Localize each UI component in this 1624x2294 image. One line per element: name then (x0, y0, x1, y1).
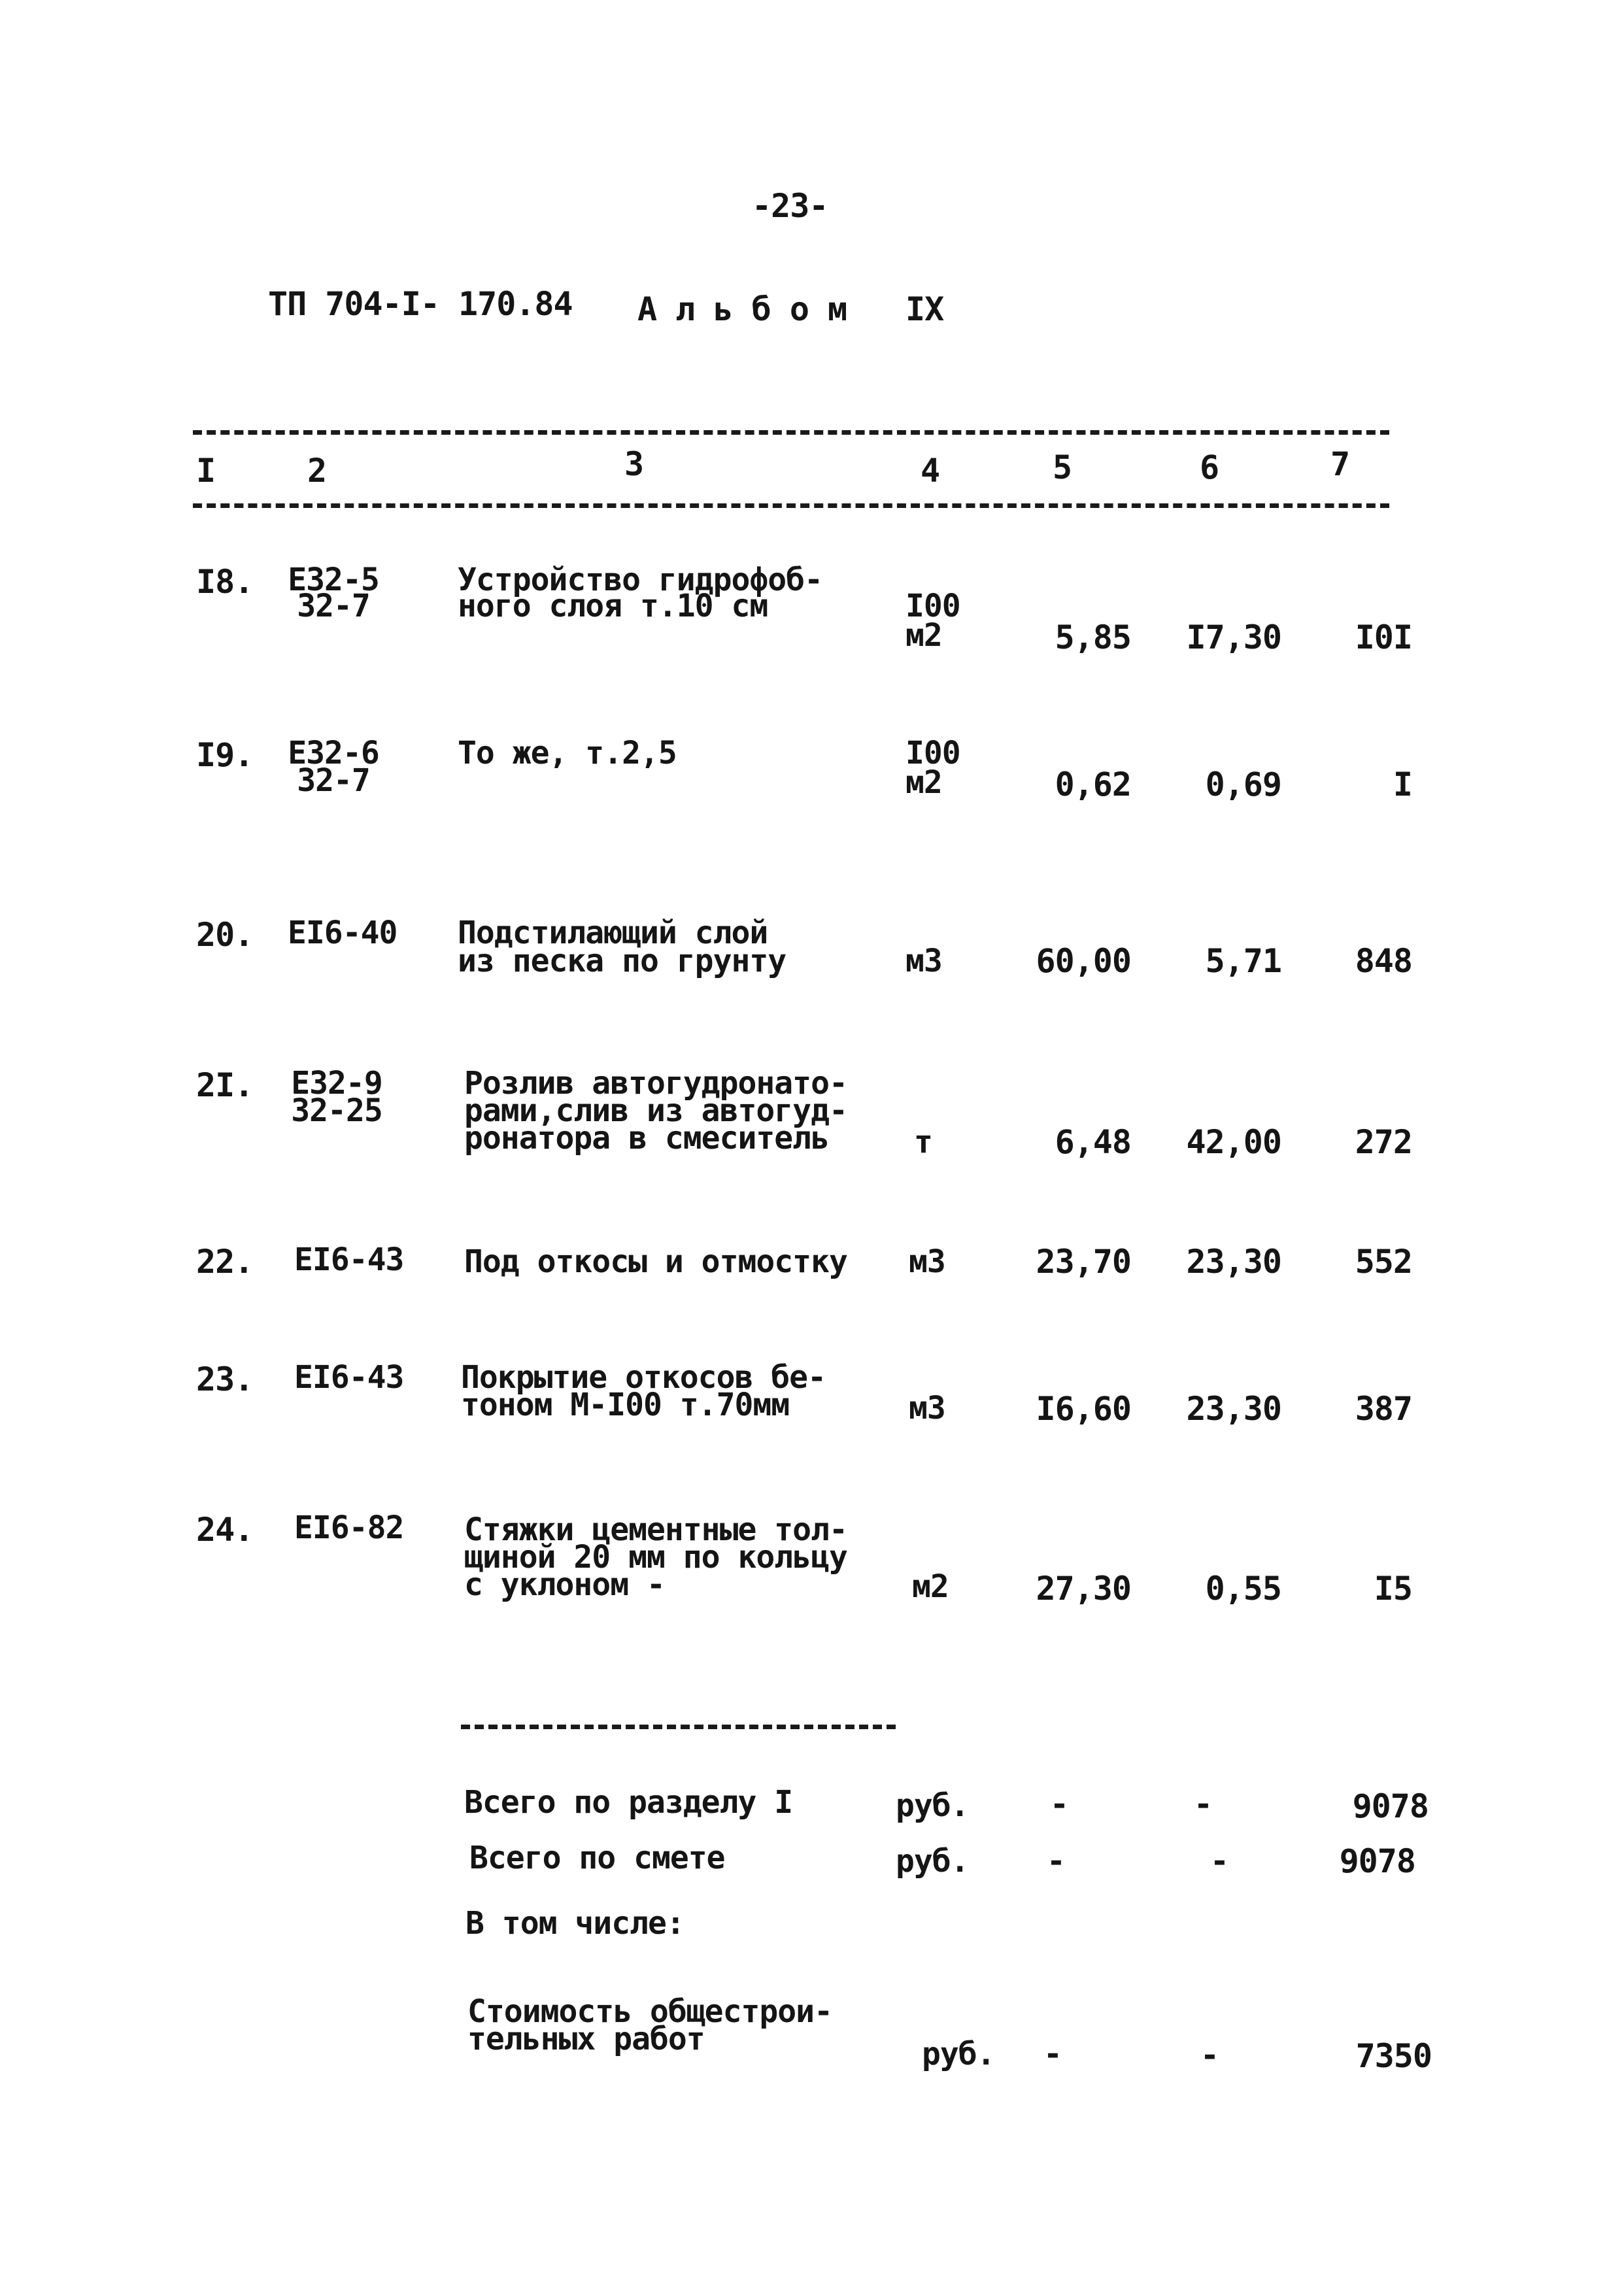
row-description: рами,слив из автогуд- (464, 1092, 847, 1129)
row-unit: м3 (909, 1390, 945, 1426)
row-unit: I00 (905, 588, 960, 624)
row-value-col5: 5,85 (1055, 618, 1131, 656)
row-value-col7: I0I (1355, 618, 1412, 656)
row-value-col5: 6,48 (1055, 1123, 1131, 1161)
row-value-col6: 0,69 (1205, 766, 1281, 803)
album-number: IX (905, 290, 944, 328)
header-top-rule (193, 430, 1389, 435)
totals-value-col6: - (1194, 1786, 1212, 1823)
totals-label: Всего по разделу I (464, 1784, 793, 1821)
row-description: из песка по грунту (458, 943, 787, 979)
row-description: Под откосы и отмостку (464, 1243, 847, 1280)
totals-value-col6: - (1200, 2037, 1219, 2074)
totals-unit: руб. (896, 1787, 969, 1824)
row-description: ронатора в смеситель (464, 1120, 829, 1156)
totals-value-col7: 7350 (1355, 2037, 1432, 2075)
row-description: Подстилающий слой (458, 915, 768, 951)
row-value-col7: 552 (1355, 1243, 1412, 1281)
column-header-6: 6 (1200, 448, 1219, 486)
row-value-col6: 23,30 (1186, 1243, 1281, 1281)
subtotal-heading: В том числе: (465, 1905, 685, 1942)
row-value-col6: I7,30 (1186, 618, 1281, 656)
totals-value-col5: - (1050, 1786, 1068, 1823)
row-value-col6: 42,00 (1186, 1123, 1281, 1161)
row-unit: т (914, 1124, 932, 1160)
row-value-col7: 387 (1355, 1390, 1412, 1428)
row-number: I8. (196, 563, 254, 601)
row-description: Стяжки цементные тол- (464, 1511, 847, 1548)
row-unit: I00 (905, 735, 960, 771)
row-code: Е32-6 (288, 735, 379, 771)
page-number: -23- (752, 187, 828, 225)
row-number: 22. (196, 1243, 254, 1281)
row-value-col5: 27,30 (1036, 1570, 1131, 1608)
row-number: 2I. (196, 1066, 254, 1104)
row-value-col7: 272 (1355, 1123, 1412, 1161)
row-code: 32-25 (291, 1092, 382, 1129)
row-number: 24. (196, 1511, 254, 1549)
row-description: Покрытие откосов бе- (461, 1359, 826, 1396)
totals-separator (461, 1725, 896, 1729)
column-header-5: 5 (1053, 448, 1072, 486)
doc-code: ТП 704-I- 170.84 (268, 285, 573, 323)
totals-label: Всего по смете (469, 1840, 725, 1876)
totals-value-col7: 9078 (1352, 1787, 1429, 1825)
row-value-col5: 60,00 (1036, 942, 1131, 980)
totals-label: Стоимость общестрои- (467, 1993, 832, 2030)
row-code: 32-7 (297, 588, 370, 624)
row-description: с уклоном - (464, 1566, 665, 1603)
column-header-7: 7 (1330, 445, 1350, 483)
row-value-col5: 0,62 (1055, 766, 1131, 803)
totals-unit: руб. (896, 1843, 969, 1880)
row-value-col5: I6,60 (1036, 1390, 1131, 1428)
totals-value-col6: - (1210, 1843, 1228, 1880)
row-description: тоном М-I00 т.70мм (461, 1387, 790, 1423)
totals-unit: руб. (922, 2036, 995, 2072)
row-value-col6: 5,71 (1205, 942, 1281, 980)
row-code: ЕI6-40 (288, 915, 398, 951)
row-number: 23. (196, 1360, 254, 1398)
row-value-col6: 23,30 (1186, 1390, 1281, 1428)
row-number: I9. (196, 736, 254, 774)
row-unit: м2 (905, 764, 942, 801)
row-value-col7: I5 (1374, 1570, 1412, 1608)
row-value-col7: 848 (1355, 942, 1412, 980)
column-header-2: 2 (307, 452, 327, 490)
row-number: 20. (196, 916, 254, 954)
row-unit: м3 (909, 1243, 945, 1280)
row-code: ЕI6-43 (294, 1359, 404, 1396)
row-description: ного слоя т.10 см (458, 588, 768, 624)
totals-label: тельных работ (467, 2021, 705, 2057)
row-unit: м3 (905, 943, 942, 979)
totals-value-col7: 9078 (1339, 1842, 1415, 1880)
album-label: А л ь б о м (637, 290, 847, 328)
header-bottom-rule (193, 503, 1389, 508)
column-header-1: I (196, 452, 216, 490)
row-code: 32-7 (297, 762, 370, 799)
row-code: ЕI6-82 (294, 1510, 404, 1546)
totals-value-col5: - (1047, 1843, 1065, 1880)
row-code: Е32-5 (288, 562, 379, 598)
row-code: Е32-9 (291, 1065, 382, 1102)
row-description: То же, т.2,5 (458, 735, 677, 771)
row-description: Устройство гидрофоб- (458, 562, 822, 598)
totals-value-col5: - (1043, 2036, 1062, 2072)
column-header-4: 4 (921, 452, 940, 490)
row-description: щиной 20 мм по кольцу (464, 1539, 847, 1576)
row-unit: м2 (912, 1568, 949, 1605)
row-value-col7: I (1393, 766, 1412, 803)
row-unit: м2 (905, 617, 942, 654)
row-value-col6: 0,55 (1205, 1570, 1281, 1608)
row-description: Розлив автогудронато- (464, 1065, 847, 1102)
column-header-3: 3 (624, 445, 644, 483)
row-code: ЕI6-43 (294, 1241, 404, 1278)
row-value-col5: 23,70 (1036, 1243, 1131, 1281)
